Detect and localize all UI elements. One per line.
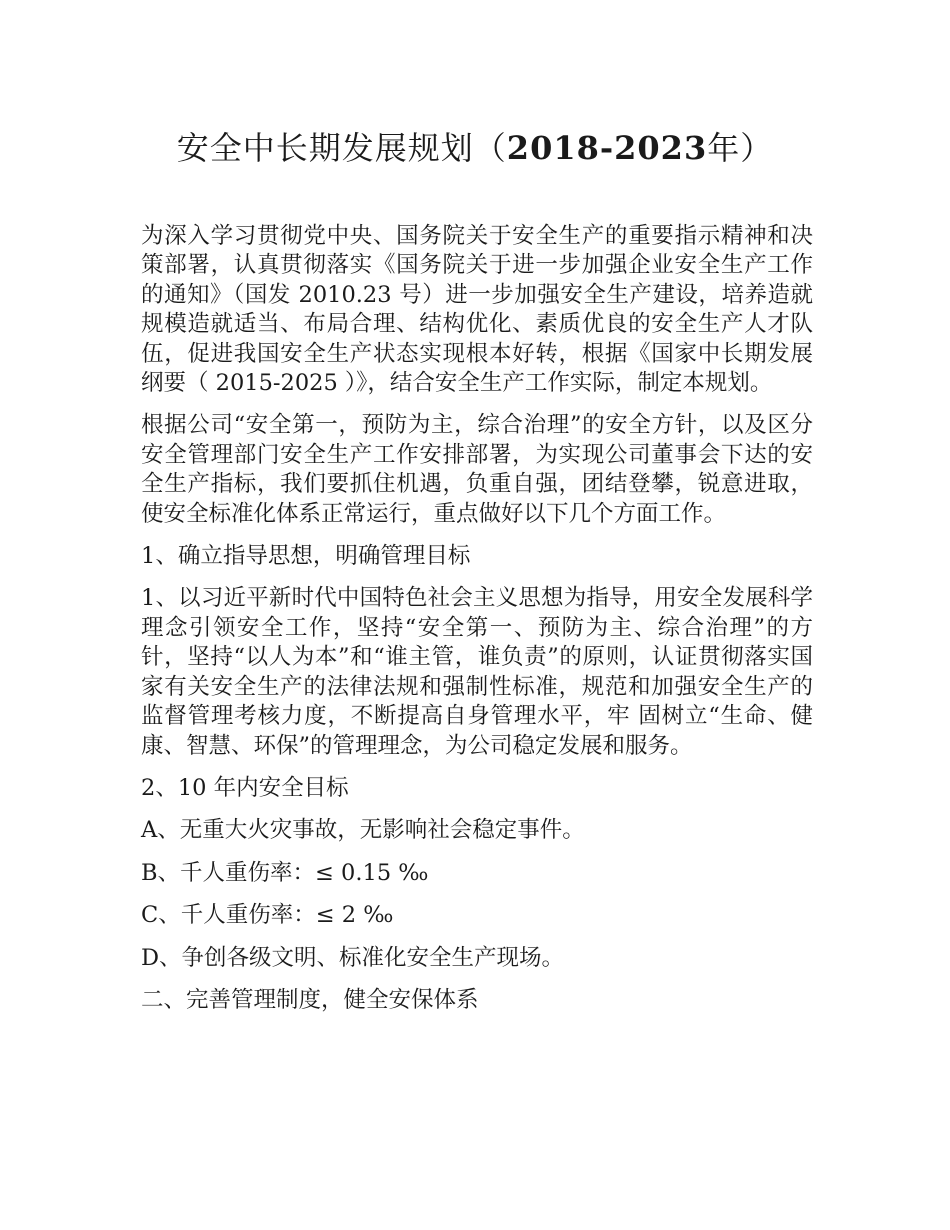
target-item-b: B、千人重伤率：≤ 0.15 ‰ (141, 859, 429, 886)
paragraph-intro: 为深入学习贯彻党中央、国务院关于安全生产的重要指示精神和决策部署，认真贯彻落实《国务院关于进一步加强企业安全生产工作的通知》（国发 2010.23 号）进一步加强安全生产建设，培养造就规模造就适当、布局合理、结构优化、素质优良的安全生产人才队伍，促进我国安全生产状态实现根本好转，根据《国家中长期发展纲要（ 2015-2025 ）》，结合安全生产工作实际，制定本规划。 (141, 223, 813, 397)
target-item-d: D、争创各级文明、标准化安全生产现场。 (141, 944, 565, 971)
title-end: 年） (707, 129, 774, 167)
paragraph-policy: 根据公司“安全第一，预防为主，综合治理”的安全方针，以及区分安全管理部门安全生产工作安排部署，为实现公司董事会下达的安全生产指标，我们要抓住机遇，负重自强，团结登攀，锐意进取，使安全标准化体系正常运行，重点做好以下几个方面工作。 (141, 412, 813, 527)
page-title (0, 124, 950, 172)
section-heading-2: 2、10 年内安全目标 (141, 774, 349, 801)
target-item-a: A、无重大火灾事故，无影响社会稳定事件。 (141, 817, 585, 844)
target-item-c: C、千人重伤率：≤ 2 ‰ (141, 902, 394, 929)
paragraph-guiding-thought: 1、以习近平新时代中国特色社会主义思想为指导，用安全发展科学理念引领安全工作，坚持“安全第一、预防为主、综合治理”的方针，坚持“以人为本”和“谁主管，谁负责”的原则，认证贯彻落实国家有关安全生产的法律法规和强制性标准，规范和加强安全生产的监督管理考核力度，不断提高自身管理水平，牢 固树立“生命、健康、智慧、环保”的管理理念，为公司稳定发展和服务。 (141, 585, 813, 759)
title-years: 2018-2023 (506, 129, 708, 167)
title-main: 安全中长期发展规划（ (176, 129, 507, 167)
document-body (141, 222, 813, 1028)
section-heading-1: 1、确立指导思想，明确管理目标 (141, 543, 471, 570)
section-heading-3: 二、完善管理制度，健全安保体系 (141, 986, 479, 1013)
